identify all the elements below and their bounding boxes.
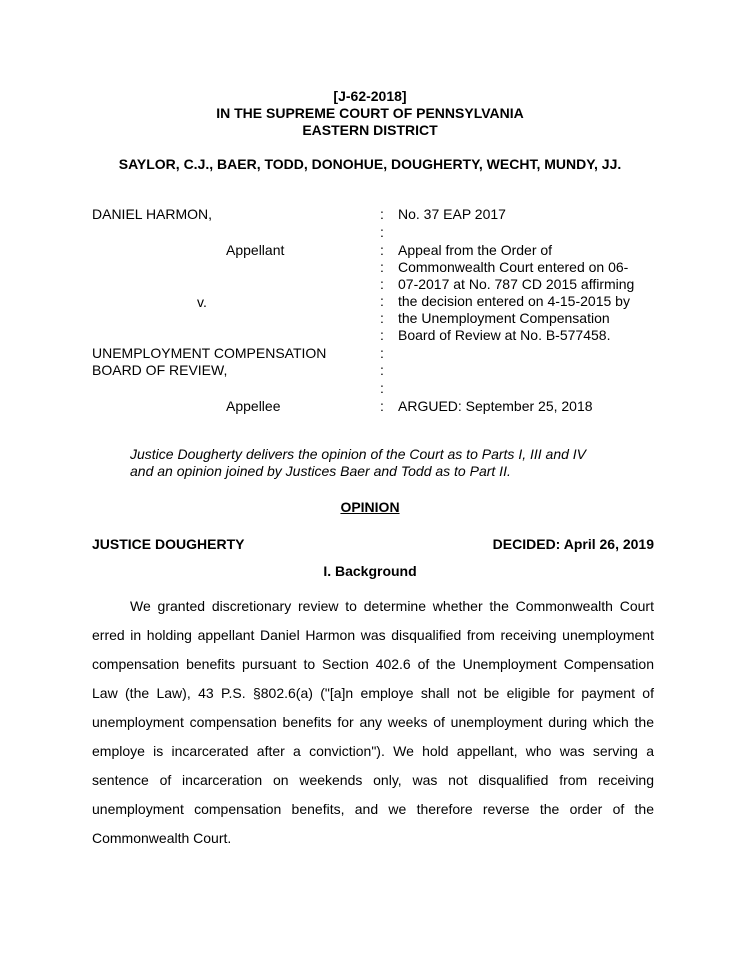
document-page: [J-62-2018] IN THE SUPREME COURT OF PENNSYLVANIA EASTERN DISTRICT SAYLOR, C.J., BAER, TODD, DONOHUE, DOUGHERTY, WECHT, MUNDY, JJ. DANIEL HARMON, Appellant v. UNEMPLOYMENT COMPENSATION BOARD OF REVIEW, Appellee : : : : : : : : : : : : No. 37 EAP 2017 Appeal from the Order of Commonwealth Court entered on 06- 07-2017 at No. 787 CD 2015 affirming the decision entered on 4-15-2015 by the Unemployment Compensation Board of Review at No. B-577458. ARGUED: September 25, 2018 Justice Dougherty delivers the opinion of the Court as to Parts I, III and IV and an opinion joined by Justices Baer and Todd as to Part II. OPINION JUSTICE DOUGHERTY DECIDED: April 26, 2019 I. Background We granted discretionary review to determine whether the Commonwealth Court erred in holding appellant Daniel Harmon was disqualified from receiving unemployment compensation benefits pursuant to Section 402.6 of the Unemployment Compensation Law (the Law), 43 P.S. §802.6(a) ("[a]n employe shall not be eligible for payment of unemployment compensation benefits for any weeks of unemployment during which the employe is incarcerated after a conviction"). We hold appellant, who was serving a sentence of incarceration on weekends only, was not disqualified from receiving unemployment compensation benefits, and we therefore reverse the order of the Commonwealth Court. — [0, 0, 740, 958]
appeal-line: the decision entered on 4-15-2015 by — [398, 293, 630, 309]
appellant-name: DANIEL HARMON, — [92, 206, 213, 222]
case-number: No. 37 EAP 2017 — [398, 206, 506, 222]
docket-number: [J-62-2018] — [333, 88, 407, 104]
appeal-line: 07-2017 at No. 787 CD 2015 affirming — [398, 276, 635, 292]
body-line: unemployment compensation benefits, and we therefore reverse the order of the — [92, 801, 654, 817]
body-line: Commonwealth Court. — [92, 830, 232, 846]
decided-date: DECIDED: April 26, 2019 — [492, 536, 654, 552]
appellee-name-line2: BOARD OF REVIEW, — [92, 362, 228, 378]
opinion-author: JUSTICE DOUGHERTY — [92, 536, 245, 552]
delivery-note-line1: Justice Dougherty delivers the opinion of the Court as to Parts I, III and IV — [130, 446, 587, 462]
body-line: unemployment compensation benefits for any weeks of unemployment during which the — [92, 714, 654, 730]
appellant-role: Appellant — [226, 242, 285, 258]
body-line: sentence of incarceration on weekends only, was not disqualified from receiving — [92, 772, 654, 788]
court-name: IN THE SUPREME COURT OF PENNSYLVANIA — [216, 105, 524, 121]
body-line: Law (the Law), 43 P.S. §802.6(a) ("[a]n employe shall not be eligible for payment of — [92, 685, 654, 701]
justices-list: SAYLOR, C.J., BAER, TODD, DONOHUE, DOUGHERTY, WECHT, MUNDY, JJ. — [118, 156, 622, 172]
body-line: We granted discretionary review to determine whether the Commonwealth Court — [130, 598, 654, 614]
body-line: compensation benefits pursuant to Section 402.6 of the Unemployment Compensation — [92, 656, 654, 672]
body-line: erred in holding appellant Daniel Harmon was disqualified from receiving unemployment — [92, 627, 654, 643]
appeal-line: Appeal from the Order of — [398, 242, 553, 258]
appeal-line: Board of Review at No. B-577458. — [398, 327, 611, 343]
delivery-note-line2: and an opinion joined by Justices Baer and Todd as to Part II. — [130, 463, 511, 479]
appeal-line: Commonwealth Court entered on 06- — [398, 259, 629, 275]
appeal-line: the Unemployment Compensation — [398, 310, 610, 326]
appellee-role: Appellee — [226, 398, 281, 414]
district-name: EASTERN DISTRICT — [302, 122, 438, 138]
argued-date: ARGUED: September 25, 2018 — [398, 398, 593, 414]
body-line: employe is incarcerated after a conviction"). We hold appellant, who was serving a — [92, 743, 654, 759]
versus-label: v. — [197, 294, 207, 310]
appellee-name-line1: UNEMPLOYMENT COMPENSATION — [92, 345, 327, 361]
opinion-heading: OPINION — [340, 499, 400, 515]
section-heading: I. Background — [323, 563, 417, 579]
